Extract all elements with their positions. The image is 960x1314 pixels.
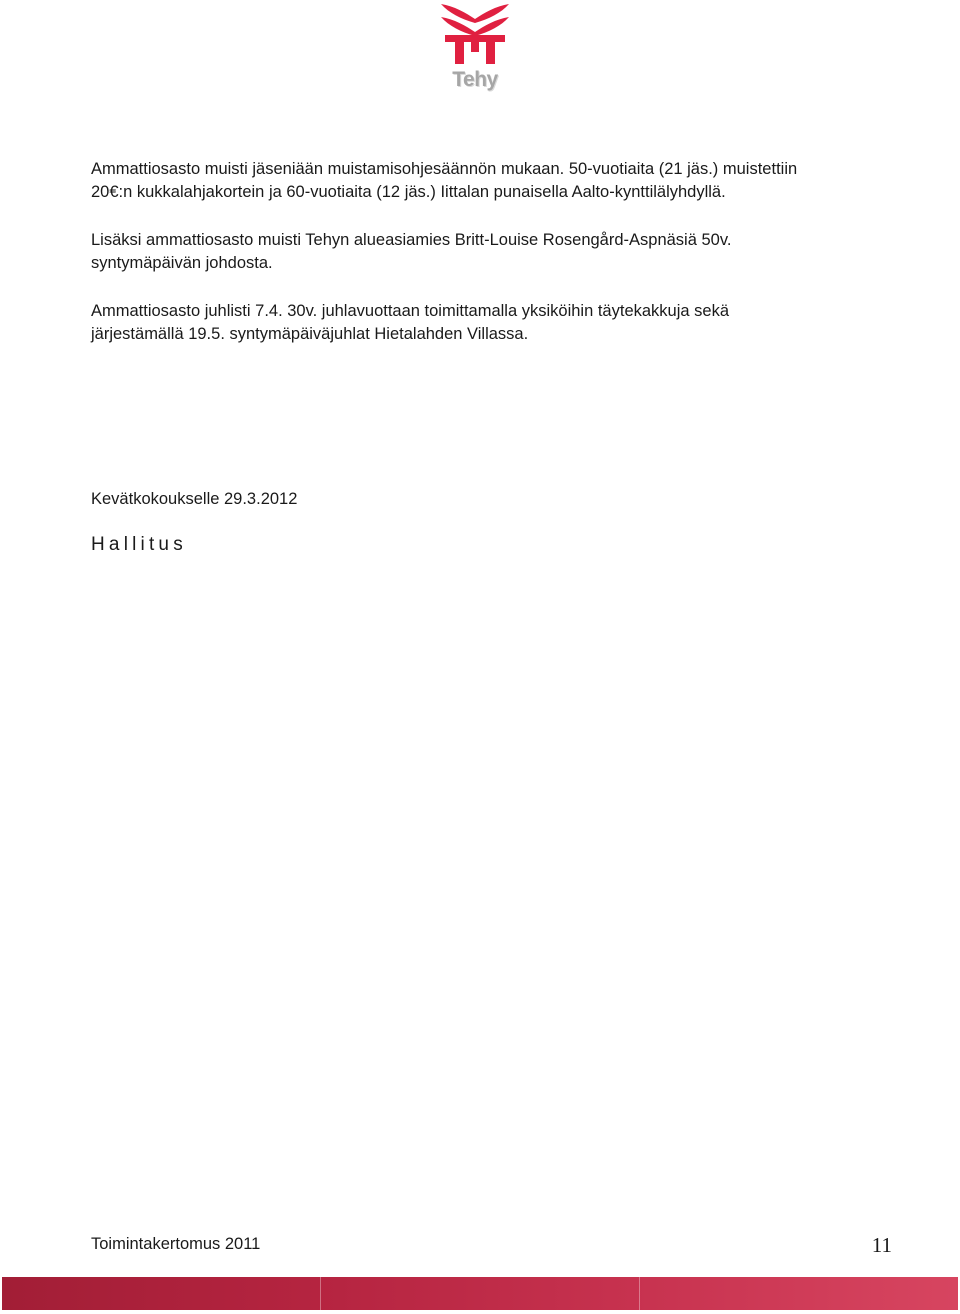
board-signature: Hallitus [91, 534, 187, 555]
paragraph-representative [91, 229, 891, 275]
footer-bar-divider [639, 1277, 640, 1310]
paragraph-line: järjestämällä 19.5. syntymäpäiväjuhlat Hietalahden Villassa. [91, 325, 529, 343]
paragraph-line: 20€:n kukkalahjakortein ja 60-vuotiaita (12 jäs.) Iittalan punaisella Aalto-kynttilälyhdyllä. [91, 183, 726, 201]
footer-document-title: Toimintakertomus 2011 [91, 1235, 261, 1253]
paragraph-line: Ammattiosasto juhlisti 7.4. 30v. juhlavuottaan toimittamalla yksiköihin täytekakkuja sekä [91, 302, 729, 320]
footer-bar-divider [320, 1277, 321, 1310]
page-number: 11 [871, 1233, 892, 1257]
logo-wordmark: Tehy [452, 68, 498, 91]
paragraph-line: Ammattiosasto muisti jäseniään muistamisohjesäännön mukaan. 50-vuotiaita (21 jäs.) muistettiin [91, 160, 798, 178]
paragraph-remembrance [91, 158, 891, 204]
tehy-emblem-icon [438, 2, 512, 68]
paragraph-line: Lisäksi ammattiosasto muisti Tehyn alueasiamies Britt-Louise Rosengård-Aspnäsiä 50v. [91, 231, 732, 249]
tehy-logo [438, 2, 512, 94]
footer-color-bar [2, 1277, 958, 1310]
paragraph-anniversary [91, 300, 891, 346]
paragraph-line: syntymäpäivän johdosta. [91, 254, 273, 272]
meeting-date-line: Kevätkokoukselle 29.3.2012 [91, 490, 298, 508]
